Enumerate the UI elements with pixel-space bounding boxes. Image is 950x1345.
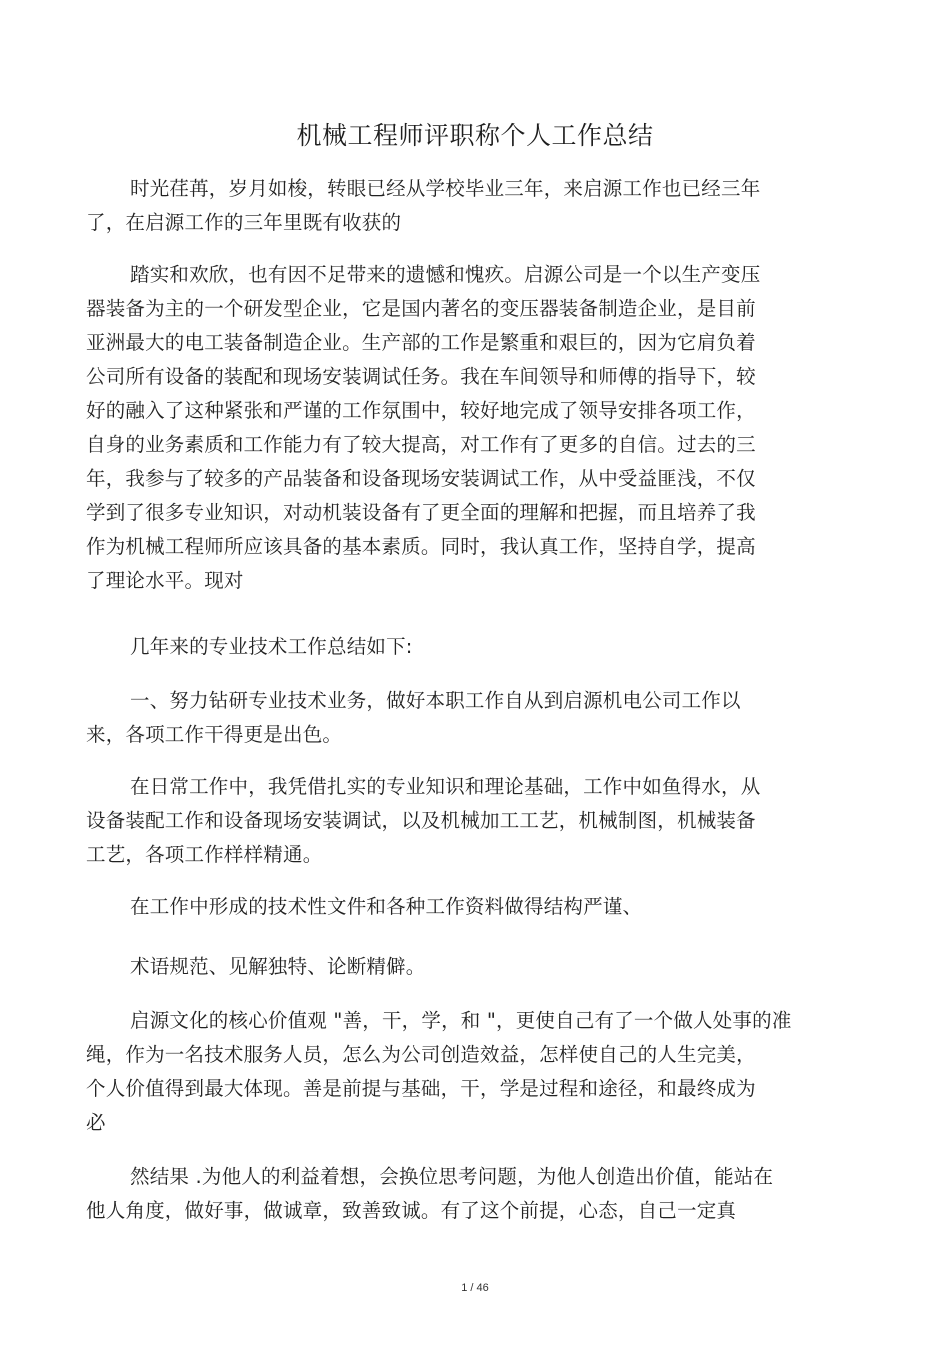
paragraph-line: 他人角度，做好事，做诚章，致善致诚。有了这个前提，心态，自己一定真 <box>86 1199 737 1222</box>
paragraph-line: 工艺，各项工作样样精通。 <box>86 843 323 866</box>
paragraph-line: 在日常工作中，我凭借扎实的专业知识和理论基础，工作中如鱼得水，从 <box>130 775 761 798</box>
paragraph-line: 年，我参与了较多的产品装备和设备现场安装调试工作，从中受益匪浅，不仅 <box>86 467 756 490</box>
paragraph-line: 好的融入了这种紧张和严谨的工作氛围中，较好地完成了领导安排各项工作， <box>86 399 756 422</box>
paragraph-line: 在工作中形成的技术性文件和各种工作资料做得结构严谨、 <box>130 895 643 918</box>
paragraph-5 <box>86 770 806 872</box>
paragraph-line: 然结果 .为他人的利益着想，会换位思考问题，为他人创造出价值，能站在 <box>130 1165 774 1188</box>
paragraph-line: 了理论水平。现对 <box>86 569 244 592</box>
paragraph-line: 亚洲最大的电工装备制造企业。生产部的工作是繁重和艰巨的，因为它肩负着 <box>86 331 756 354</box>
paragraph-line: 自身的业务素质和工作能力有了较大提高，对工作有了更多的自信。过去的三 <box>86 433 756 456</box>
paragraph-6 <box>86 890 806 924</box>
paragraph-line: 学到了很多专业知识，对动机装设备有了更全面的理解和把握，而且培养了我 <box>86 501 756 524</box>
paragraph-3 <box>86 630 806 664</box>
document-title: 机械工程师评职称个人工作总结 <box>296 121 654 150</box>
paragraph-8 <box>86 1004 806 1140</box>
paragraph-line: 几年来的专业技术工作总结如下: <box>130 635 413 658</box>
paragraph-line: 器装备为主的一个研发型企业，它是国内著名的变压器装备制造企业，是目前 <box>86 297 756 320</box>
paragraph-line: 术语规范、见解独特、论断精僻。 <box>130 955 426 978</box>
paragraph-4 <box>86 684 806 752</box>
paragraph-line: 来，各项工作干得更是出色。 <box>86 723 343 746</box>
paragraph-line: 必 <box>86 1111 106 1134</box>
paragraph-7 <box>86 950 806 984</box>
page-number: 1 / 46 <box>461 1282 489 1294</box>
paragraph-line: 绳，作为一名技术服务人员，怎么为公司创造效益，怎样使自己的人生完美， <box>86 1043 756 1066</box>
paragraph-line: 时光荏苒，岁月如梭，转眼已经从学校毕业三年，来启源工作也已经三年 <box>130 177 761 200</box>
paragraph-line: 公司所有设备的装配和现场安装调试任务。我在车间领导和师傅的指导下，较 <box>86 365 756 388</box>
paragraph-line: 设备装配工作和设备现场安装调试，以及机械加工工艺，机械制图，机械装备 <box>86 809 756 832</box>
paragraph-line: 踏实和欢欣，也有因不足带来的遗憾和愧疚。启源公司是一个以生产变压 <box>130 263 761 286</box>
paragraph-1 <box>86 172 806 240</box>
paragraph-line: 启源文化的核心价值观 "善，干，学，和 "，更使自己有了一个做人处事的准 <box>130 1009 792 1032</box>
paragraph-line: 一、努力钻研专业技术业务，做好本职工作自从到启源机电公司工作以 <box>130 689 741 712</box>
paragraph-2 <box>86 258 806 598</box>
paragraph-line: 作为机械工程师所应该具备的基本素质。同时，我认真工作，坚持自学，提高 <box>86 535 756 558</box>
paragraph-line: 个人价值得到最大体现。善是前提与基础，干，学是过程和途径，和最终成为 <box>86 1077 756 1100</box>
paragraph-line: 了，在启源工作的三年里既有收获的 <box>86 211 402 234</box>
paragraph-9 <box>86 1160 806 1228</box>
